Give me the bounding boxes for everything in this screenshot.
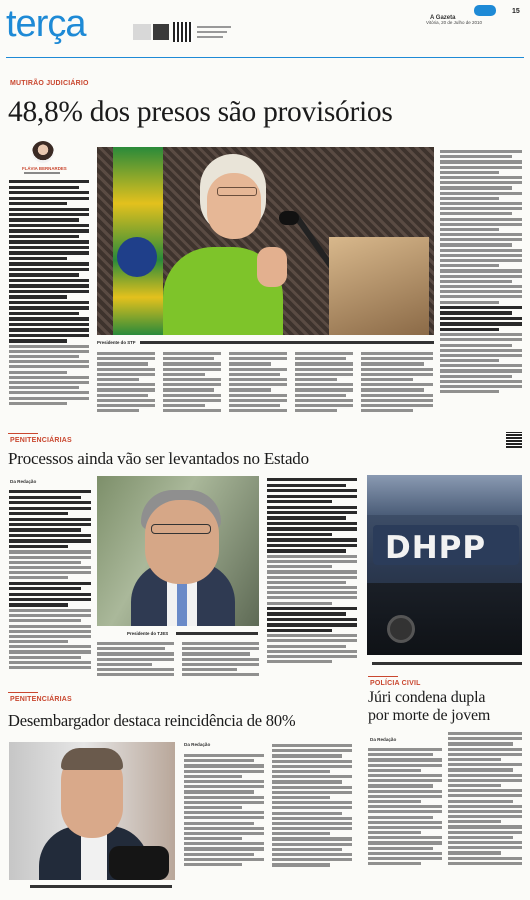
story1-column-1 — [9, 178, 89, 418]
story2-byline: Da Redação — [10, 479, 37, 484]
newspaper-name: A Gazeta — [430, 15, 456, 21]
story1-kicker: MUTIRÃO JUDICIÁRIO — [10, 80, 89, 87]
story3-photo — [9, 742, 175, 880]
masthead-day: terça — [6, 3, 86, 45]
story2-column-2 — [97, 640, 174, 690]
story4-headline-line2: por morte de jovem — [368, 707, 491, 724]
story2-column-1 — [9, 488, 91, 690]
story2-photo — [97, 476, 259, 626]
story1-column-right — [440, 148, 522, 426]
page-number: 15 — [512, 8, 520, 15]
story3-column-1 — [184, 752, 264, 892]
story4-column-1 — [368, 746, 442, 892]
story1-photo-caption: Presidente do STF — [97, 340, 136, 345]
masthead-date: Vitória, 20 de Julho de 2010 — [426, 20, 482, 25]
microphone-icon — [109, 846, 169, 880]
story1-headline: 48,8% dos presos são provisórios — [8, 96, 393, 128]
story4-vehicle-text: DHPP — [385, 530, 487, 566]
masthead-qr-block — [133, 22, 233, 44]
story2-column-4 — [267, 476, 357, 690]
story1-column-4 — [229, 350, 287, 426]
story3-byline: Da Redação — [184, 742, 211, 747]
story1-author: FLÁVIA BERNARDES — [22, 166, 67, 171]
story3-kicker: PENITENCIÁRIAS — [10, 696, 72, 703]
story1-qr-icon — [506, 432, 522, 448]
story4-kicker: POLÍCIA CIVIL — [370, 680, 421, 687]
story1-column-6 — [361, 350, 433, 426]
masthead-logo — [430, 6, 500, 21]
story4-photo-caption — [372, 662, 522, 665]
story3-column-2 — [272, 742, 352, 892]
story2-headline: Processos ainda vão ser levantados no Estado — [8, 449, 309, 468]
story4-headline-line1: Júri condena dupla — [368, 689, 486, 706]
masthead-rule — [6, 57, 524, 58]
lectern — [329, 237, 429, 335]
story2-kicker: PENITENCIÁRIAS — [10, 437, 72, 444]
story1-photo — [97, 147, 434, 335]
story3-headline: Desembargador destaca reincidência de 80% — [8, 711, 296, 730]
author-photo — [32, 141, 54, 163]
story3-photo-caption — [30, 885, 172, 888]
qr-code-icon — [173, 22, 193, 42]
story4-photo — [367, 475, 522, 655]
story1-column-2 — [97, 350, 155, 426]
story2-column-3 — [182, 640, 259, 690]
story1-column-5 — [295, 350, 353, 426]
story4-column-2 — [448, 730, 522, 892]
story4-byline: Da Redação — [370, 737, 397, 742]
story1-column-3 — [163, 350, 221, 426]
story2-photo-caption: Presidente do TJES — [127, 631, 169, 636]
